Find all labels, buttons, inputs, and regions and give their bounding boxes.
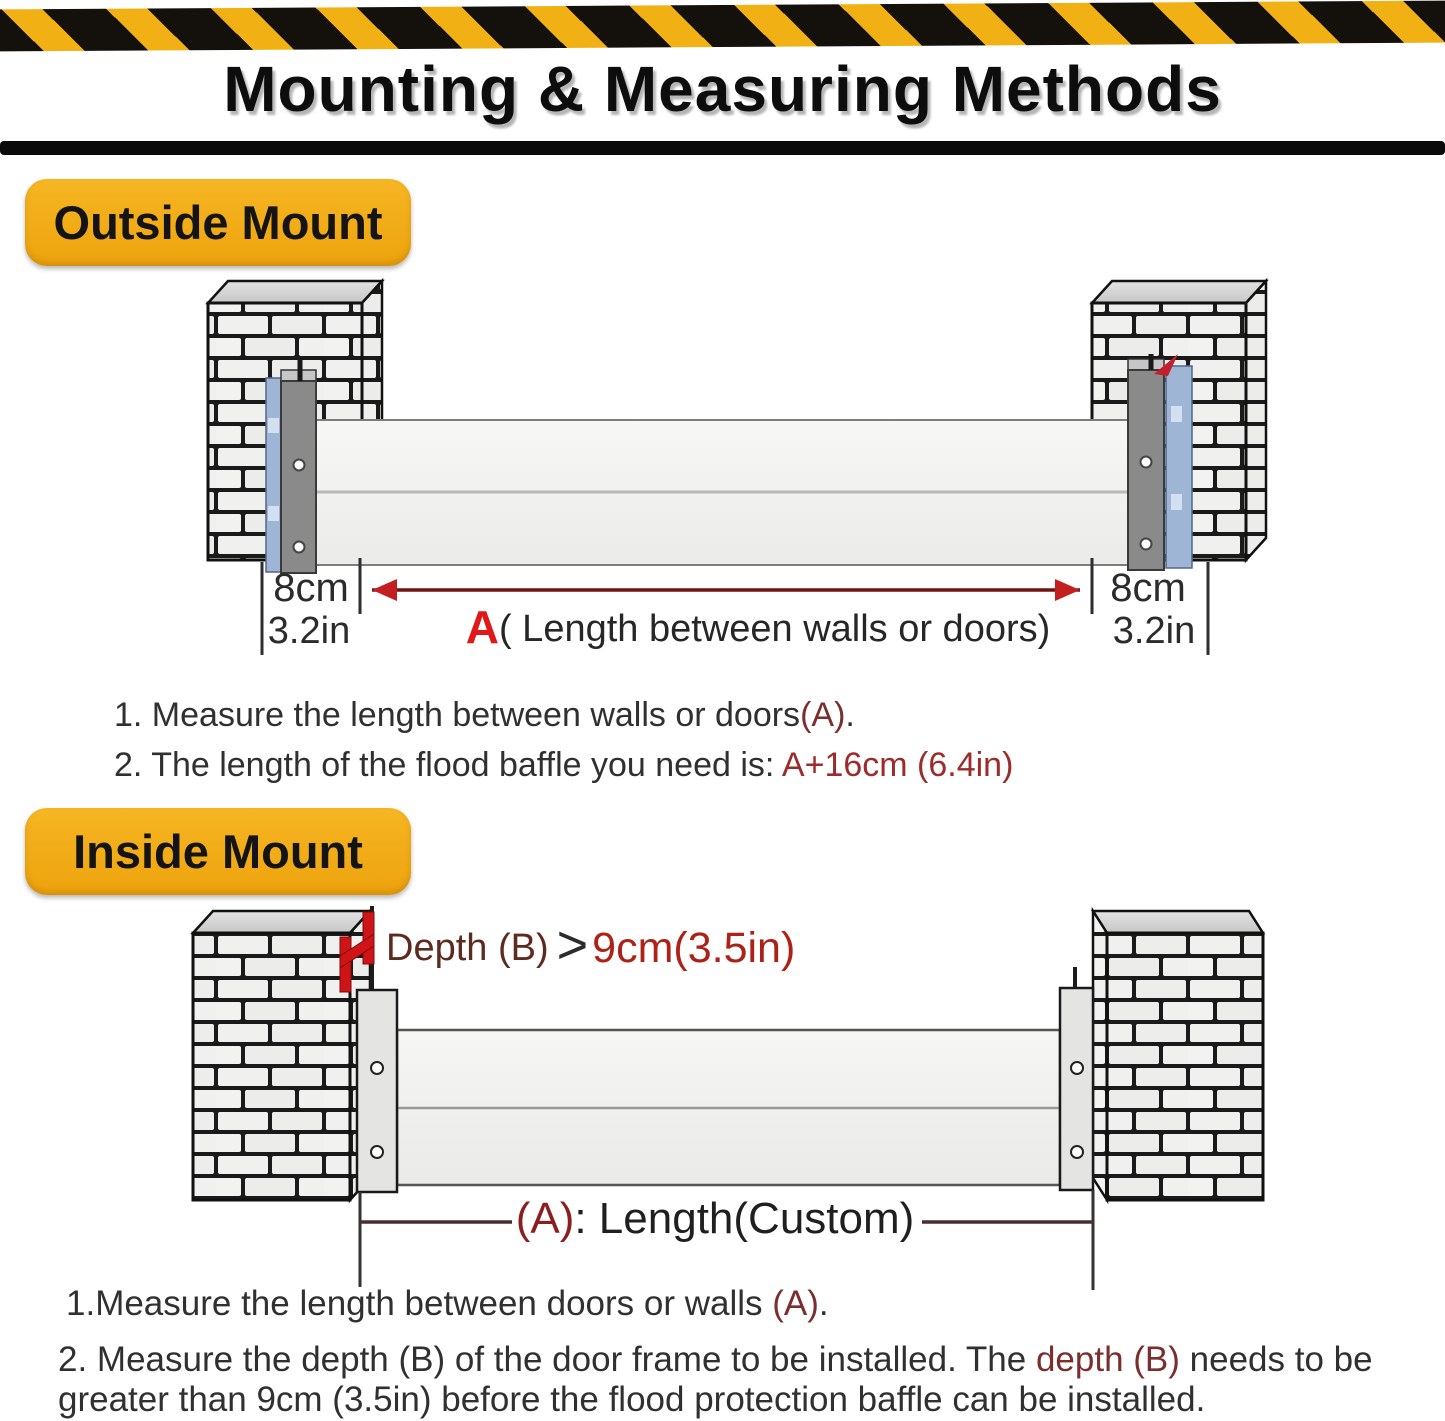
left-offset-cm-label: 8cm: [273, 566, 349, 610]
screw: [294, 542, 305, 553]
right-offset-in-label: 3.2in: [1112, 610, 1196, 652]
depth-value: 9cm(3.5in): [592, 923, 796, 972]
mounting-bracket-right: [1060, 967, 1093, 1190]
outside-step-1: 1. Measure the length between walls or doors(A).: [114, 696, 855, 734]
inside-step-2: 2. Measure the depth (B) of the door frame to be installed. The depth (B) needs to be greater than 9cm (3.5in) before the flood protection baffle can be installed.: [58, 1340, 1373, 1419]
inside-step-1: 1.Measure the length between doors or walls (A).: [66, 1284, 829, 1323]
right-offset-cm-label: 8cm: [1110, 566, 1186, 610]
mounting-bracket-left: [357, 990, 397, 1192]
inside-mount-badge: Inside Mount: [25, 808, 411, 895]
screw: [1071, 1062, 1083, 1074]
header-divider-bar: [0, 141, 1445, 155]
mounting-bracket-left: [281, 358, 316, 573]
screw: [1141, 457, 1152, 468]
flood-baffle-panel: [397, 1030, 1060, 1185]
arrowhead-right: [1055, 579, 1080, 601]
caution-tape-stripe: [0, 0, 1445, 51]
screw: [1141, 539, 1152, 550]
screw: [294, 460, 305, 471]
outside-step-2: 2. The length of the flood baffle you need is: A+16cm (6.4in): [114, 746, 1014, 784]
screw: [1071, 1146, 1083, 1158]
page-title: Mounting & Measuring Methods: [223, 53, 1222, 125]
greater-than-sign: >: [556, 915, 589, 975]
left-offset-in-label: 3.2in: [267, 610, 351, 652]
mounting-bracket-right: [1128, 354, 1164, 570]
length-letter: (A): [515, 1194, 575, 1243]
arrowhead-left: [372, 579, 397, 601]
flood-baffle-panel: [313, 420, 1130, 565]
length-text: : Length(Custom): [574, 1194, 915, 1243]
screw: [371, 1062, 383, 1074]
screw: [371, 1146, 383, 1158]
depth-label: Depth (B): [386, 926, 549, 969]
inside-mount-instructions: [58, 1284, 1410, 1420]
outside-mount-instructions: [114, 690, 1013, 790]
span-a-text: ( Length between walls or doors): [498, 608, 1051, 650]
outside-mount-badge: Outside Mount: [25, 179, 411, 266]
depth-requirement-label: [386, 914, 795, 982]
length-custom-label: [500, 1194, 930, 1244]
span-a-label: [408, 600, 1108, 654]
span-a-letter: A: [465, 601, 499, 653]
seal-strip-left: [266, 378, 282, 572]
inside-right-wall: [1093, 911, 1263, 1200]
